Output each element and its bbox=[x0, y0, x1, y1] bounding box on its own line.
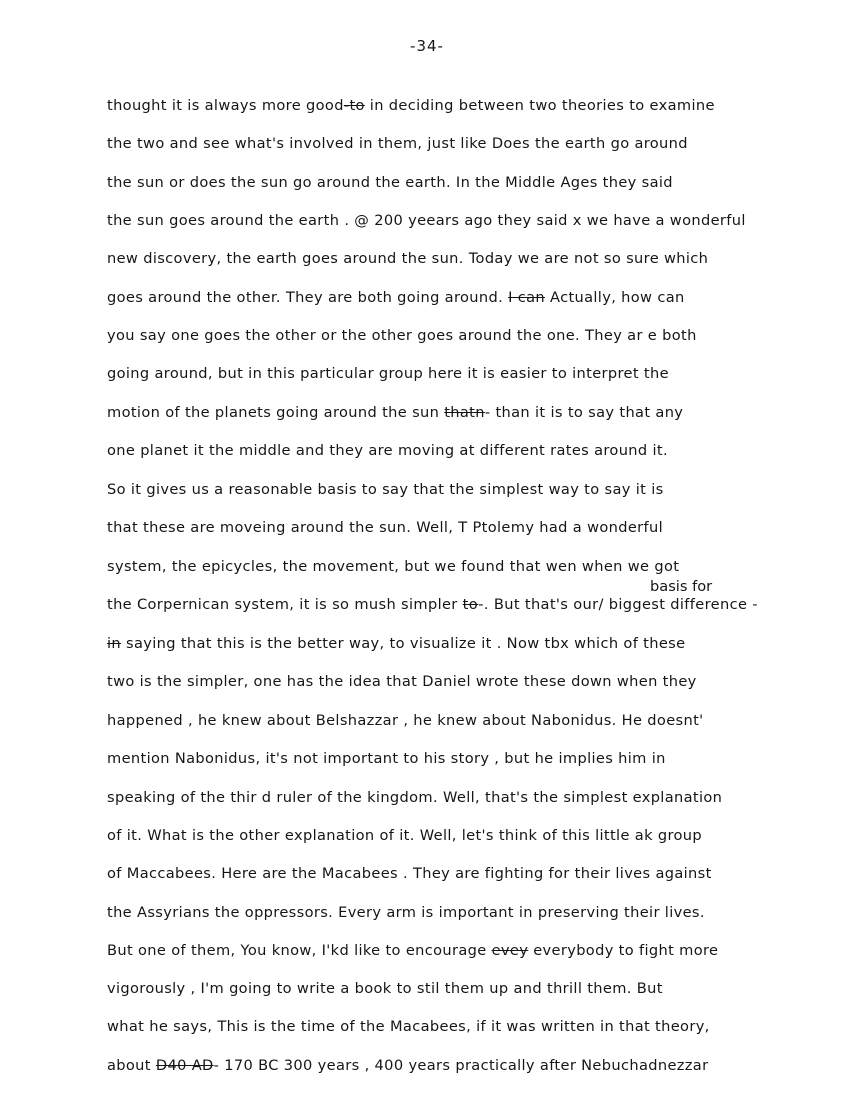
line-text-continued: - than it is to say that any bbox=[484, 404, 684, 421]
line-text: system, the epicycles, the movement, but we found that wen when we got bbox=[107, 558, 680, 575]
struck-text: D40 AD bbox=[155, 1057, 214, 1074]
text-line bbox=[107, 174, 673, 191]
text-line bbox=[107, 1057, 708, 1074]
line-text: mention Nabonidus, it's not important to his story , but he implies him in bbox=[107, 750, 666, 767]
text-line bbox=[107, 365, 669, 382]
text-line bbox=[107, 750, 666, 767]
line-text: But one of them, You know, I'kd like to encourage bbox=[107, 942, 492, 959]
text-line bbox=[107, 596, 758, 613]
line-text: the two and see what's involved in them, just like Does the earth go around bbox=[107, 135, 688, 152]
struck-text: thatn bbox=[444, 404, 485, 421]
line-text: two is the simpler, one has the idea that Daniel wrote these down when they bbox=[107, 673, 697, 690]
struck-text: -to bbox=[343, 97, 365, 114]
line-text: going around, but in this particular group here it is easier to interpret the bbox=[107, 365, 669, 382]
text-line bbox=[107, 673, 697, 690]
line-text: vigorously , I'm going to write a book to stil them up and thrill them. But bbox=[107, 980, 663, 997]
line-text-continued: in deciding between two theories to examine bbox=[364, 97, 715, 114]
margin-note-basis-for: basis for bbox=[650, 578, 713, 595]
line-text-continued: everybody to fight more bbox=[528, 942, 719, 959]
text-line bbox=[107, 558, 679, 575]
struck-text: to bbox=[462, 596, 479, 613]
text-line bbox=[107, 97, 715, 114]
line-text: thought it is always more good bbox=[107, 97, 344, 114]
line-text: new discovery, the earth goes around the sun. Today we are not so sure which bbox=[107, 250, 709, 267]
line-text: speaking of the thir d ruler of the kingdom. Well, that's the simplest explanation bbox=[107, 789, 723, 806]
text-line bbox=[107, 980, 663, 997]
text-line bbox=[107, 289, 685, 306]
text-line bbox=[107, 212, 746, 229]
text-line bbox=[107, 404, 683, 421]
line-text: what he says, This is the time of the Macabees, if it was written in that theory, bbox=[107, 1018, 710, 1035]
line-text: So it gives us a reasonable basis to say that the simplest way to say it is bbox=[107, 481, 664, 498]
line-text: motion of the planets going around the sun bbox=[107, 404, 445, 421]
text-line bbox=[107, 904, 705, 921]
text-line bbox=[107, 712, 704, 729]
struck-text: in bbox=[107, 635, 122, 652]
line-text: of it. What is the other explanation of it. Well, let's think of this little ak group bbox=[107, 827, 702, 844]
line-text: the Corpernican system, it is so mush simpler bbox=[107, 596, 463, 613]
text-line bbox=[107, 135, 688, 152]
line-text: about bbox=[107, 1057, 156, 1074]
line-text: the Assyrians the oppressors. Every arm is important in preserving their lives. bbox=[107, 904, 705, 921]
line-text-continued: saying that this is the better way, to visualize it . Now tbx which of these bbox=[121, 635, 686, 652]
line-text: you say one goes the other or the other goes around the one. They ar e both bbox=[107, 327, 697, 344]
line-text: that these are moveing around the sun. Well, T Ptolemy had a wonderful bbox=[107, 519, 664, 536]
line-text-continued: -. But that's our/ biggest difference - bbox=[478, 596, 758, 613]
struck-text: I can bbox=[508, 289, 545, 306]
text-line bbox=[107, 789, 722, 806]
line-text: the sun goes around the earth . @ 200 yeears ago they said x we have a wonderful bbox=[107, 212, 746, 229]
text-line bbox=[107, 865, 712, 882]
line-text: one planet it the middle and they are moving at different rates around it. bbox=[107, 442, 668, 459]
text-line bbox=[107, 519, 663, 536]
text-line bbox=[107, 481, 664, 498]
line-text: happened , he knew about Belshazzar , he knew about Nabonidus. He doesnt' bbox=[107, 712, 704, 729]
text-line bbox=[107, 442, 668, 459]
text-line bbox=[107, 635, 685, 652]
line-text-continued: Actually, how can bbox=[545, 289, 685, 306]
text-line bbox=[107, 1018, 710, 1035]
text-line bbox=[107, 827, 702, 844]
line-text: the sun or does the sun go around the earth. In the Middle Ages they said bbox=[107, 174, 673, 191]
line-text-continued: - 170 BC 300 years , 400 years practically after Nebuchadnezzar bbox=[213, 1057, 709, 1074]
text-line bbox=[107, 327, 697, 344]
page-number: -34- bbox=[410, 37, 444, 55]
line-text: goes around the other. They are both going around. bbox=[107, 289, 509, 306]
line-text: of Maccabees. Here are the Macabees . They are fighting for their lives against bbox=[107, 865, 712, 882]
struck-text: evey bbox=[491, 942, 529, 959]
text-line bbox=[107, 250, 708, 267]
text-line bbox=[107, 942, 718, 959]
